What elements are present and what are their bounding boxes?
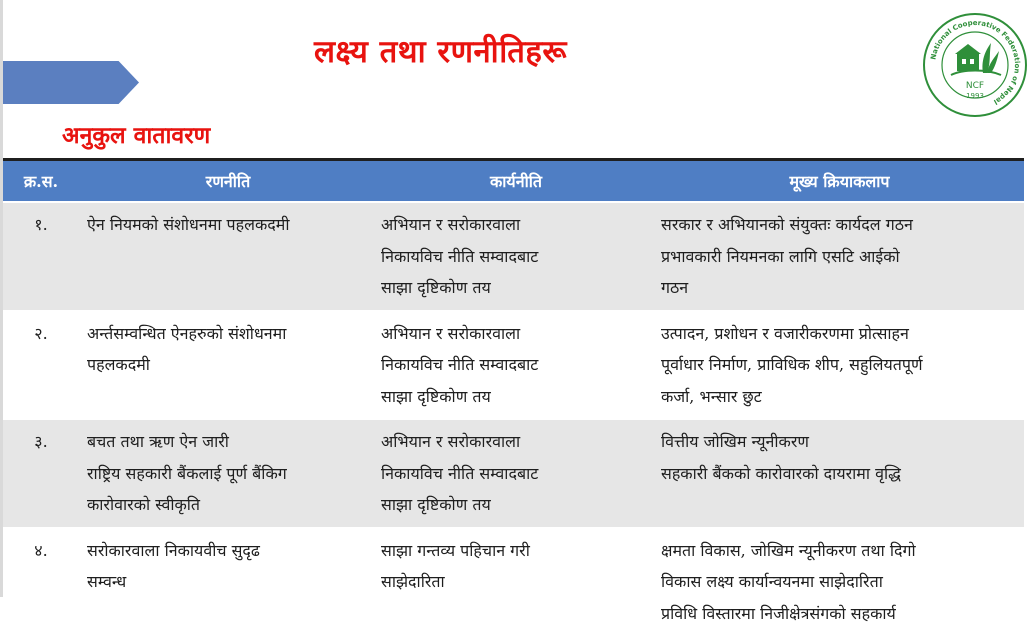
cell-line: निकायविच नीति सम्वादबाट xyxy=(381,349,651,381)
cell-line: क्षमता विकास, जोखिम न्यूनीकरण तथा दिगो xyxy=(661,535,1018,567)
header-strategy: रणनीति xyxy=(79,160,377,203)
cell-line: अर्न्तसम्वन्धित ऐनहरुको संशोधनमा xyxy=(87,318,373,350)
table-row xyxy=(3,528,1024,635)
cell-line: साझा गन्तव्य पहिचान गरी xyxy=(381,535,651,567)
logo-abbr: NCF xyxy=(966,81,984,91)
cell-line: सरोकारवाला निकायवीच सुदृढ xyxy=(87,535,373,567)
cell-strategy xyxy=(79,419,377,528)
table-row xyxy=(3,419,1024,528)
cell-line: सम्वन्ध xyxy=(87,566,373,598)
cell-line: साझा दृष्टिकोण तय xyxy=(381,272,651,304)
ncf-logo xyxy=(921,11,1029,119)
cell-policy xyxy=(377,202,655,311)
cell-activity xyxy=(655,419,1024,528)
table-row xyxy=(3,202,1024,311)
cell-line: साझा दृष्टिकोण तय xyxy=(381,381,651,413)
cell-line: साझा दृष्टिकोण तय xyxy=(381,489,651,521)
cell-line: उत्पादन, प्रशोधन र वजारीकरणमा प्रोत्साहन xyxy=(661,318,1018,350)
cell-line: कारोवारको स्वीकृति xyxy=(87,489,373,521)
cell-activity xyxy=(655,202,1024,311)
section-title: अनुकुल वातावरण xyxy=(62,118,210,150)
header-serial: क्र.स. xyxy=(3,160,79,203)
cell-line: गठन xyxy=(661,272,1018,304)
cell-line: प्रविधि विस्तारमा निजीक्षेत्रसंगको सहकार्य xyxy=(661,598,1018,630)
cell-policy xyxy=(377,528,655,635)
cell-line: सहकारी बैंकको कारोवारको दायरामा वृद्धि xyxy=(661,458,1018,490)
strategy-table xyxy=(3,158,1024,597)
cell-line: पहलकदमी xyxy=(87,349,373,381)
arrow-banner xyxy=(3,61,139,104)
cell-line: पूर्वाधार निर्माण, प्राविधिक शीप, सहुलियतपूर्ण xyxy=(661,349,1018,381)
cell-line: वित्तीय जोखिम न्यूनीकरण xyxy=(661,426,1018,458)
cell-line: ऐन नियमको संशोधनमा पहलकदमी xyxy=(87,209,373,241)
table-header-row xyxy=(3,160,1024,203)
cell-serial: ३. xyxy=(3,419,79,528)
cell-line: कर्जा, भन्सार छुट xyxy=(661,381,1018,413)
slide-title: लक्ष्य तथा रणनीतिहरू xyxy=(314,30,567,72)
cell-serial: १. xyxy=(3,202,79,311)
logo-year: 1993 xyxy=(966,92,984,100)
cell-strategy xyxy=(79,311,377,420)
cell-policy xyxy=(377,419,655,528)
cell-line: प्रभावकारी नियमनका लागि एसटि आईको xyxy=(661,241,1018,273)
cell-policy xyxy=(377,311,655,420)
cell-line: अभियान र सरोकारवाला xyxy=(381,426,651,458)
cell-activity xyxy=(655,311,1024,420)
cell-line: सरकार र अभियानको संयुक्तः कार्यदल गठन xyxy=(661,209,1018,241)
logo-ring-text: National Cooperative Federation of Nepal xyxy=(929,19,1021,106)
cell-activity xyxy=(655,528,1024,635)
cell-line: निकायविच नीति सम्वादबाट xyxy=(381,241,651,273)
cell-line: अभियान र सरोकारवाला xyxy=(381,318,651,350)
cell-serial: ४. xyxy=(3,528,79,635)
table-row xyxy=(3,311,1024,420)
cell-line: साझेदारिता xyxy=(381,566,651,598)
cell-strategy xyxy=(79,528,377,635)
cell-line: विकास लक्ष्य कार्यान्वयनमा साझेदारिता xyxy=(661,566,1018,598)
cell-line: निकायविच नीति सम्वादबाट xyxy=(381,458,651,490)
cell-line: अभियान र सरोकारवाला xyxy=(381,209,651,241)
cell-line: राष्ट्रिय सहकारी बैंकलाई पूर्ण बैंकिग xyxy=(87,458,373,490)
cell-line: बचत तथा ऋण ऐन जारी xyxy=(87,426,373,458)
header-policy: कार्यनीति xyxy=(377,160,655,203)
header-activity: मूख्य क्रियाकलाप xyxy=(655,160,1024,203)
cell-strategy xyxy=(79,202,377,311)
cell-serial: २. xyxy=(3,311,79,420)
